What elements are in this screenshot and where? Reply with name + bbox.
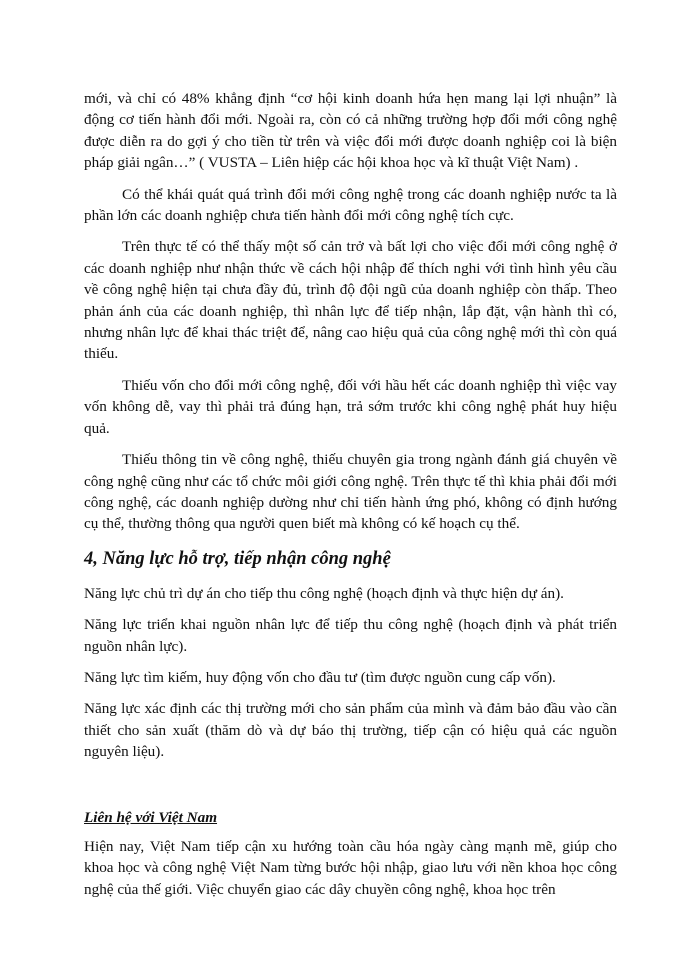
paragraph-obstacles: Trên thực tế có thể thấy một số cản trở và bất lợi cho việc đổi mới công nghệ ở các doanh nghiệp như nhận thức về cách hội nhập để thích nghi với tình hình yêu cầu về công nghệ hiện tại chưa đầy đủ, trình độ đội ngũ của doanh nghiệp còn thấp. Theo phản ánh của các doanh nghiệp, thì nhân lực để tiếp nhận, lắp đặt, vận hành thì có, nhưng nhân lực để khai thác triệt để, nâng cao hiệu quả của công nghệ mới thì còn quá thiếu. (84, 238, 617, 363)
paragraph-vietnam: Hiện nay, Việt Nam tiếp cận xu hướng toàn cầu hóa ngày càng mạnh mẽ, giúp cho khoa học và công nghệ Việt Nam từng bước hội nhập, giao lưu với nền khoa học công nghệ của thế giới. Việc chuyển giao các dây chuyền công nghệ, khoa học trên (84, 837, 617, 898)
capacity-item: Năng lực tìm kiếm, huy động vốn cho đầu tư (tìm được nguồn cung cấp vốn). (84, 668, 556, 686)
document-page (84, 88, 617, 900)
paragraph-continuation: mới, và chỉ có 48% khẳng định “cơ hội kinh doanh hứa hẹn mang lại lợi nhuận” là động cơ tiến hành đổi mới. Ngoài ra, còn có cả những trường hợp đổi mới công nghệ được diễn ra do gợi ý cho tiền từ trên và việc đổi mới được doanh nghiệp coi là biện pháp giải ngân…” ( VUSTA – Liên hiệp các hội khoa học và kĩ thuật Việt Nam) . (84, 90, 617, 172)
paragraph-capital-shortage: Thiếu vốn cho đổi mới công nghệ, đối với hầu hết các doanh nghiệp thì việc vay vốn không dễ, vay thì phải trả đúng hạn, trả sớm trước khi công nghệ phát huy hiệu quả. (84, 376, 617, 437)
capacity-item: Năng lực xác định các thị trường mới cho sản phẩm của mình và đảm bảo đầu vào cần thiết cho sản xuất (thăm dò và dự báo thị trường, tiếp cận có hiệu quả các nguồn nguyên liệu). (84, 700, 617, 761)
subheading: Liên hệ với Việt Nam (84, 808, 218, 826)
section-spacer (84, 773, 617, 807)
capacity-item: Năng lực chủ trì dự án cho tiếp thu công nghệ (hoạch định và thực hiện dự án). (84, 584, 564, 602)
paragraph-overview: Có thể khái quát quá trình đổi mới công nghệ trong các doanh nghiệp nước ta là phần lớn các doanh nghiệp chưa tiến hành đổi mới công nghệ tích cực. (84, 185, 617, 225)
capacity-item: Năng lực triển khai nguồn nhân lực để tiếp thu công nghệ (hoạch định và phát triển nguồn nhân lực). (84, 616, 617, 655)
paragraph-information-shortage: Thiếu thông tin về công nghệ, thiếu chuyên gia trong ngành đánh giá chuyên về công nghệ cũng như các tổ chức môi giới công nghệ. Trên thực tế thì khia phải đổi mới công nghệ, các doanh nghiệp dường như chỉ tiến hành ứng phó, không có định hướng cụ thể, thường thông qua người quen biết mà không có kế hoạch cụ thể. (84, 451, 617, 533)
section-heading: 4, Năng lực hỗ trợ, tiếp nhận công nghệ (84, 548, 391, 569)
